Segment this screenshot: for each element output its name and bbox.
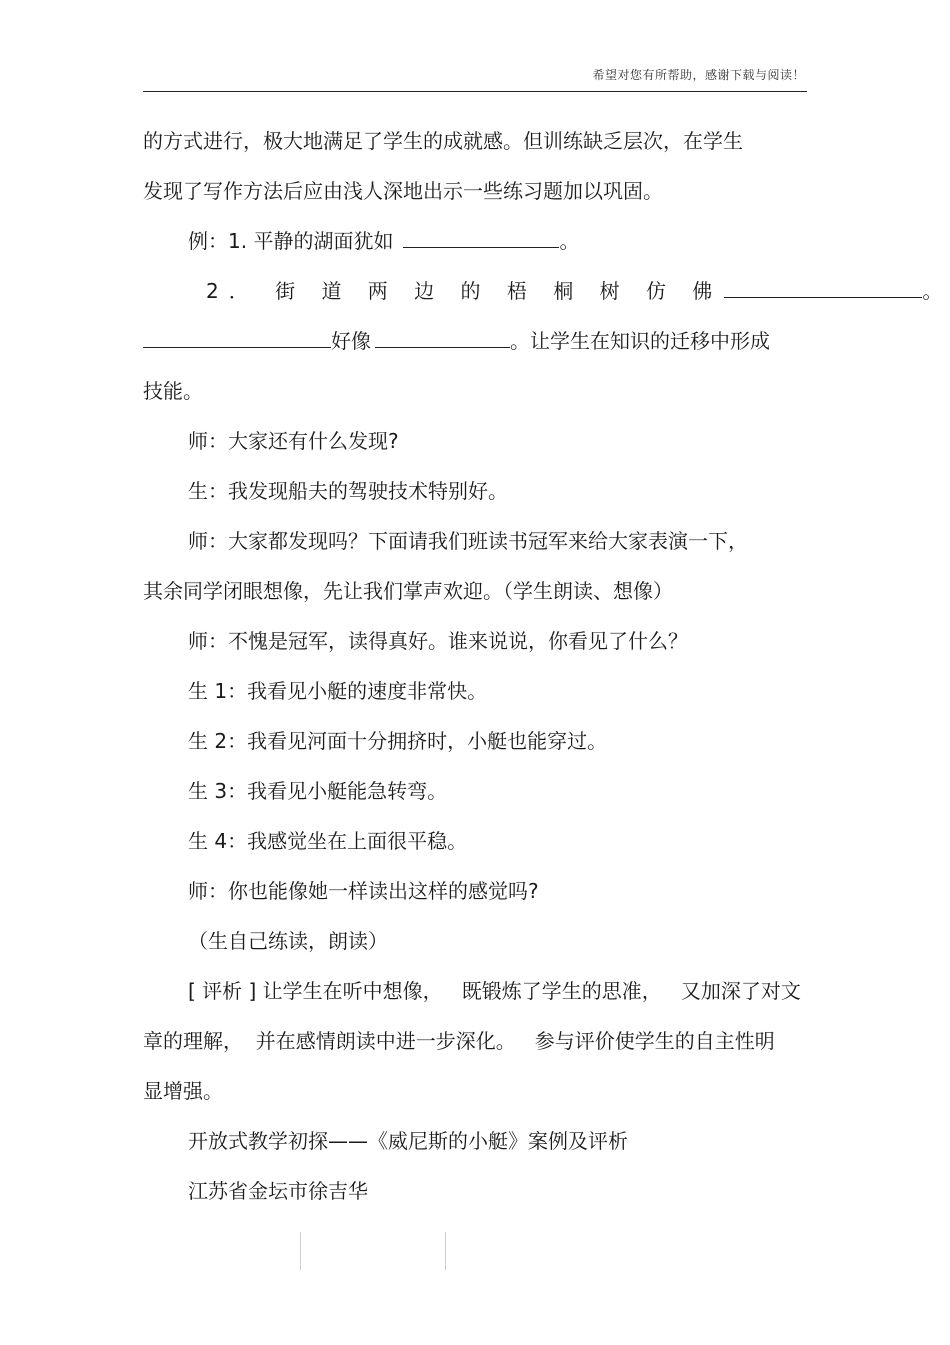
dialogue-line-16: 师：你也能像她一样读出这样的感觉吗? — [188, 879, 539, 903]
example-1-end: 。 — [559, 229, 580, 253]
analysis-line-2: 章的理解， 并在感情朗读中进一步深化。 参与评价使学生的自主性明 — [143, 1029, 775, 1053]
body-line-1: 的方式进行，极大地满足了学生的成就感。但训练缺乏层次，在学生 — [143, 129, 743, 153]
example-1-blank — [403, 229, 559, 248]
page-header: 希望对您有所帮助，感谢下载与阅读！ — [592, 68, 805, 82]
dialogue-line-9: 师：大家都发现吗？下面请我们班读书冠军来给大家表演一下， — [188, 529, 748, 553]
example-1 — [188, 228, 579, 254]
divider-right — [445, 1232, 446, 1270]
body-line-6: 技能。 — [143, 379, 203, 403]
divider-left — [300, 1232, 301, 1270]
dialogue-line-8: 生：我发现船夫的驾驶技术特别好。 — [188, 479, 508, 503]
example-2-blank — [724, 279, 922, 298]
dialogue-line-15: 生 4：我感觉坐在上面很平稳。 — [188, 829, 468, 853]
header-rule — [143, 91, 807, 92]
example-3 — [143, 328, 770, 354]
dialogue-line-11: 师：不愧是冠军，读得真好。谁来说说，你看见了什么？ — [188, 629, 688, 653]
example-2-text: 2． 街 道 两 边 的 梧 桐 树 仿 佛 — [206, 279, 723, 303]
dialogue-line-14: 生 3：我看见小艇能急转弯。 — [188, 779, 448, 803]
example-3-end: 。让学生在知识的迁移中形成 — [510, 329, 770, 353]
dialogue-line-7: 师：大家还有什么发现? — [188, 429, 399, 453]
dialogue-line-12: 生 1：我看见小艇的速度非常快。 — [188, 679, 488, 703]
dialogue-line-17: （生自己练读，朗读） — [188, 929, 388, 953]
dialogue-line-10: 其余同学闭眼想像，先让我们掌声欢迎。（学生朗读、想像） — [143, 579, 673, 603]
example-3-mid: 好像 — [331, 329, 371, 353]
example-1-text: 例：1. 平静的湖面犹如 — [188, 229, 394, 253]
article-author: 江苏省金坛市徐吉华 — [188, 1179, 368, 1203]
example-2 — [206, 278, 942, 304]
example-3-blank-1 — [143, 329, 331, 348]
dialogue-line-13: 生 2：我看见河面十分拥挤时，小艇也能穿过。 — [188, 729, 608, 753]
analysis-line-3: 显增强。 — [143, 1079, 223, 1103]
example-2-end: 。 — [922, 279, 943, 303]
body-line-2: 发现了写作方法后应由浅人深地出示一些练习题加以巩固。 — [143, 179, 663, 203]
article-title: 开放式教学初探——《威尼斯的小艇》案例及评析 — [188, 1129, 628, 1153]
example-3-blank-2 — [375, 329, 510, 348]
analysis-line-1: [ 评析 ] 让学生在听中想像， 既锻炼了学生的思准， 又加深了对文 — [188, 979, 801, 1003]
